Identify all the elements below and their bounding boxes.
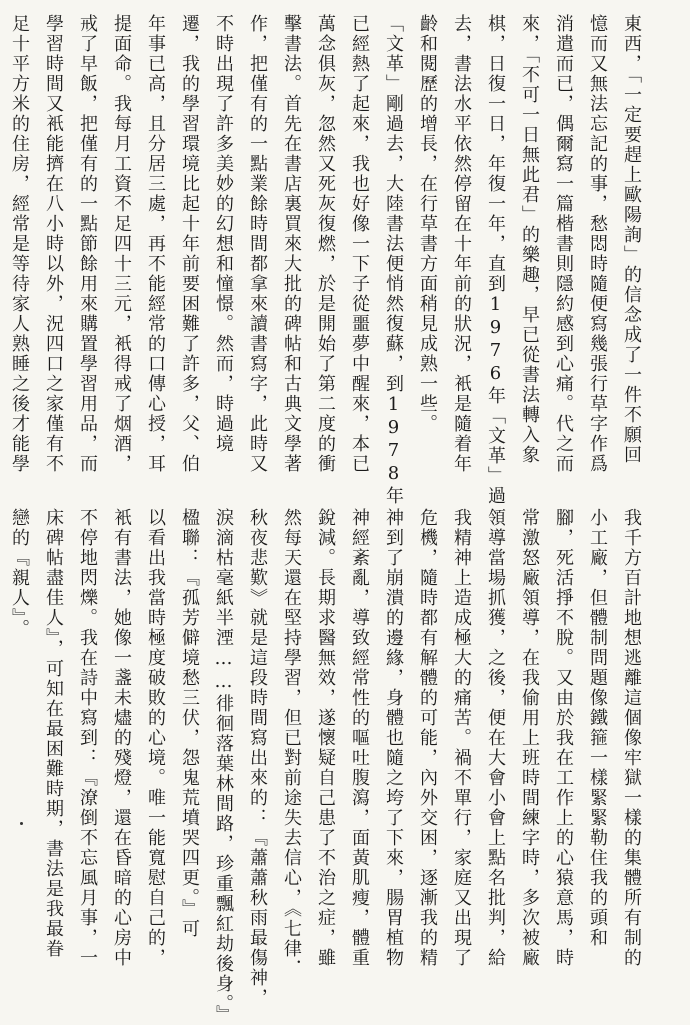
top-text-column: 學習時間又衹能擠在八小時以外，況四口之家僅有不 [43, 14, 64, 474]
bottom-text-column: 淚滴枯毫紙半湮……徘徊落葉林間路，珍重飄紅劫後身。』 [213, 508, 234, 1025]
bottom-text-column: 小工廠，但體制問題像鐵箍一樣緊緊勒住我的頭和 [587, 508, 608, 948]
top-text-column: 消遣而已，偶爾寫一篇楷書則隱約感到心痛。代之而 [553, 14, 574, 474]
top-text-column: 年事已高，且分居三處，再不能經常的口傳心授，耳 [145, 14, 166, 474]
top-text-column: 來，「不可一日無此君」的樂趣，早已從書法轉入象 [519, 14, 540, 465]
margin-mark [20, 822, 23, 825]
bottom-text-column [0, 508, 2, 988]
bottom-text-column: 腳，死活掙不脫。又由於我在工作上的心猿意馬，時 [553, 508, 574, 968]
bottom-text-column: 神到了崩潰的邊緣，身體也隨之垮了下來，腸胃植物 [383, 508, 404, 968]
bottom-text-block [0, 508, 648, 1025]
bottom-text-column: 銳減。長期求醫無效，遂懷疑自己患了不治之症，雖 [315, 508, 336, 968]
bottom-text-column: 領導當場抓獲，之後，便在大會小會上點名批判，給 [485, 508, 506, 968]
top-text-column: 作，把僅有的一點業餘時間都拿來讀書寫字，此時又 [247, 14, 268, 474]
bottom-text-column: 不停地閃爍。我在詩中寫到：『潦倒不忘風月事，一 [77, 508, 98, 968]
top-text-column: 已經熱了起來，我也好像一下子從噩夢中醒來，本已 [349, 14, 370, 474]
bottom-text-column: 衹有書法，她像一盞未燼的殘燈，還在昏暗的心房中 [111, 508, 132, 968]
top-text-column: 足十平方米的住房，經常是等待家人熟睡之後才能學 [9, 14, 30, 474]
top-text-column: 擊書法。首先在書店裏買來大批的碑帖和古典文學著 [281, 14, 302, 474]
bottom-text-column: 危機，隨時都有解體的可能，內外交困，逐漸我的精 [417, 508, 438, 968]
bottom-text-column: 秋夜悲歎》就是這段時間寫出來的：『蕭蕭秋雨最傷神， [247, 508, 268, 1008]
bottom-text-column: 我精神上造成極大的痛苦。禍不單行，家庭又出現了 [451, 508, 472, 968]
top-text-column: 萬念俱灰，忽然又死灰復燃，於是開始了第二度的衝 [315, 14, 336, 474]
top-text-column: 齡和閱歷的增長，在行草書方面稍見成熟一些。 [417, 14, 438, 434]
top-text-column: 東西，「一定要趕上歐陽詢」的信念成了一件不願回 [621, 14, 642, 465]
top-text-column: 去，書法水平依然停留在十年前的狀況，衹是隨着年 [451, 14, 472, 474]
top-text-column: 不時出現了許多美妙的幻想和憧憬。然而，時過境 [213, 14, 234, 454]
top-text-column: 憶而又無法忘記的事，愁悶時隨便寫幾張行草字作爲 [587, 14, 608, 474]
bottom-text-column: 然每天還在堅持學習，但已對前途失去信心，《七律． [281, 508, 302, 979]
bottom-text-column: 以看出我當時極度破敗的心境。唯一能寬慰自己的， [145, 508, 166, 968]
top-text-column: 提面命。我每月工資不足四十三元，衹得戒了烟酒， [111, 14, 132, 474]
bottom-text-column: 常激怒廠領導，在我偷用上班時間練字時，多次被廠 [519, 508, 540, 968]
top-text-column: 遷，我的學習環境比起十年前要困難了許多，父、伯 [179, 14, 200, 474]
bottom-text-column: 楹聯：『孤芳僻境愁三伏，怨鬼荒墳哭四更。』可 [179, 508, 200, 939]
top-text-column: 「文革」剛過去，大陸書法便悄然復蘇，到1978年 [383, 14, 404, 506]
top-text-column: 戒了早飯，把僅有的一點節餘用來購置學習用品，而 [77, 14, 98, 474]
top-text-block [0, 14, 648, 506]
top-text-column [0, 14, 2, 494]
bottom-text-column: 戀的『親人』。 [9, 508, 30, 639]
bottom-text-column: 床碑帖盡佳人』，可知在最困難時期，書法是我最眷 [43, 508, 64, 959]
top-text-column: 棋，日復一日，年復一年，直到1976年「文革」過 [485, 14, 506, 506]
bottom-text-column: 我千方百計地想逃離這個像牢獄一樣的集體所有制的 [621, 508, 642, 968]
bottom-text-column: 神經紊亂，導致經常性的嘔吐腹瀉，面黃肌瘦，體重 [349, 508, 370, 968]
